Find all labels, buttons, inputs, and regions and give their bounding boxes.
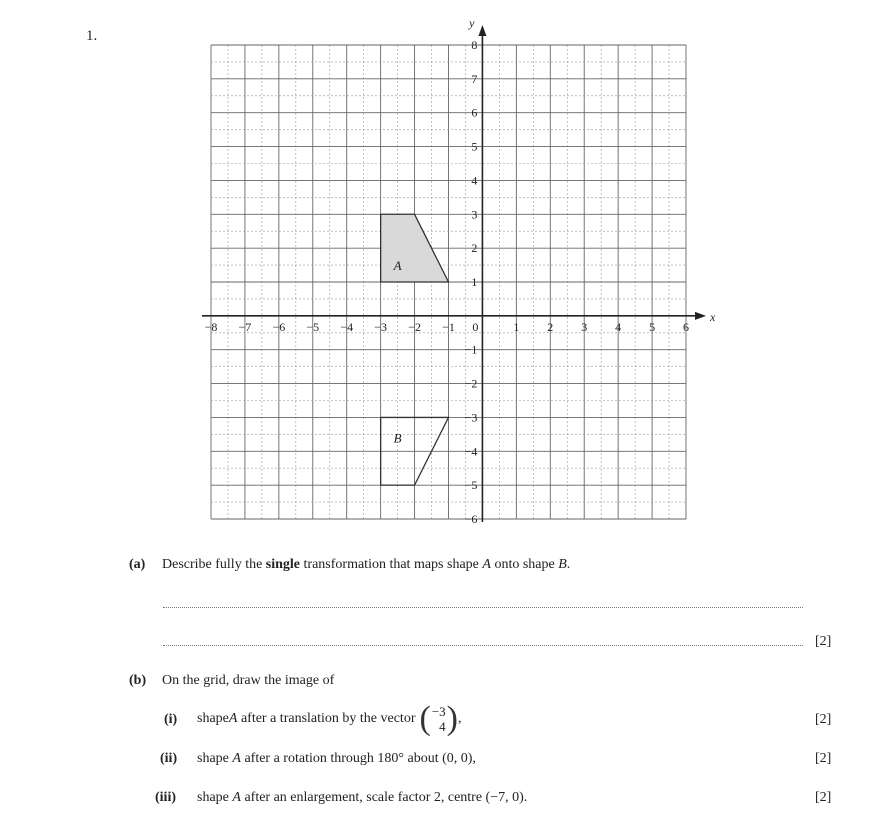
y-tick-label: 5 <box>471 139 478 154</box>
part-b-iii-text <box>197 790 527 806</box>
axes <box>202 25 706 522</box>
x-tick-label: −5 <box>306 319 320 334</box>
x-tick-label: −4 <box>340 319 354 334</box>
y-tick-label: 6 <box>471 105 478 120</box>
answer-line-2[interactable] <box>163 645 803 646</box>
y-tick-label: −2 <box>464 376 478 391</box>
y-tick-label: −6 <box>464 512 478 526</box>
axis-labels <box>205 16 716 526</box>
shape-b-label: B <box>393 430 402 446</box>
vector-top: −3 <box>431 704 446 719</box>
x-tick-label: −1 <box>442 319 455 334</box>
origin-label: 0 <box>472 319 479 334</box>
x-tick-label: 6 <box>683 319 689 334</box>
part-b-ii-text-start: shape <box>197 751 233 766</box>
part-b-iii-shape: A <box>232 790 241 805</box>
x-axis-arrow <box>695 312 706 320</box>
x-tick-label: 5 <box>649 319 656 334</box>
x-tick-label: −3 <box>374 319 388 334</box>
part-b-intro: On the grid, draw the image of <box>162 673 335 688</box>
x-tick-label: −2 <box>408 319 421 334</box>
part-b-iii-text-rest: after an enlargement, scale factor 2, centre (−7, 0). <box>240 790 528 805</box>
x-tick-label: 4 <box>615 319 622 334</box>
part-b-ii-text <box>197 751 476 767</box>
part-b-i-shape: A <box>228 711 238 726</box>
part-b-iii-marks: [2] <box>815 790 832 805</box>
part-b-iii-text-start: shape <box>197 790 233 805</box>
part-a-shape-b: B <box>558 557 567 572</box>
part-a-marks: [2] <box>815 634 832 649</box>
part-b-i-text-start: shape <box>197 711 229 726</box>
part-a-label: (a) <box>129 557 146 572</box>
part-a-question <box>162 557 570 573</box>
part-b-ii-label: (ii) <box>160 751 178 766</box>
part-b-label: (b) <box>129 673 147 688</box>
x-tick-label: 2 <box>547 319 554 334</box>
part-a-text-end: . <box>566 557 571 572</box>
part-b-i-label: (i) <box>164 712 178 727</box>
part-a-text-2: transformation that maps shape <box>300 557 483 572</box>
shape-a-label: A <box>393 258 402 274</box>
y-tick-label: 4 <box>471 173 478 188</box>
y-tick-label: 7 <box>471 71 478 86</box>
part-b-i-text-end: , <box>458 711 462 726</box>
x-tick-label: 1 <box>513 319 520 334</box>
part-b-i-marks: [2] <box>815 712 832 727</box>
part-a-text: Describe fully the <box>162 557 266 572</box>
translation-vector: (−3 4) <box>419 700 458 737</box>
y-tick-label: −4 <box>464 444 478 459</box>
x-axis-label: x <box>710 309 716 324</box>
y-axis-arrow <box>478 25 486 36</box>
vector-bottom: 4 <box>439 719 446 734</box>
y-axis-label: y <box>469 16 475 30</box>
part-b-ii-text-rest: after a rotation through 180° about (0, 0), <box>240 751 476 766</box>
x-tick-label: −6 <box>272 319 286 334</box>
part-b-iii-label: (iii) <box>155 790 176 805</box>
part-b-ii-shape: A <box>232 751 241 766</box>
y-tick-label: 2 <box>471 241 478 256</box>
part-a-bold-word: single <box>265 557 301 572</box>
y-tick-label: −3 <box>464 410 478 425</box>
x-tick-label: 3 <box>581 319 588 334</box>
y-tick-label: 8 <box>471 38 478 52</box>
y-tick-label: 1 <box>471 275 478 289</box>
y-tick-label: −5 <box>464 478 478 493</box>
question-number: 1. <box>86 28 98 44</box>
part-b-i-text <box>197 697 462 741</box>
part-a-shape-a: A <box>482 557 491 572</box>
part-a-text-3: onto shape <box>490 557 559 572</box>
x-tick-label: −7 <box>238 319 252 334</box>
part-b-ii-marks: [2] <box>815 751 832 766</box>
x-tick-label: −8 <box>204 319 218 334</box>
answer-line-1[interactable] <box>163 607 803 608</box>
y-tick-label: −1 <box>464 342 478 357</box>
y-tick-label: 3 <box>471 207 478 222</box>
part-b-i-text-rest: after a translation by the vector <box>240 711 416 726</box>
